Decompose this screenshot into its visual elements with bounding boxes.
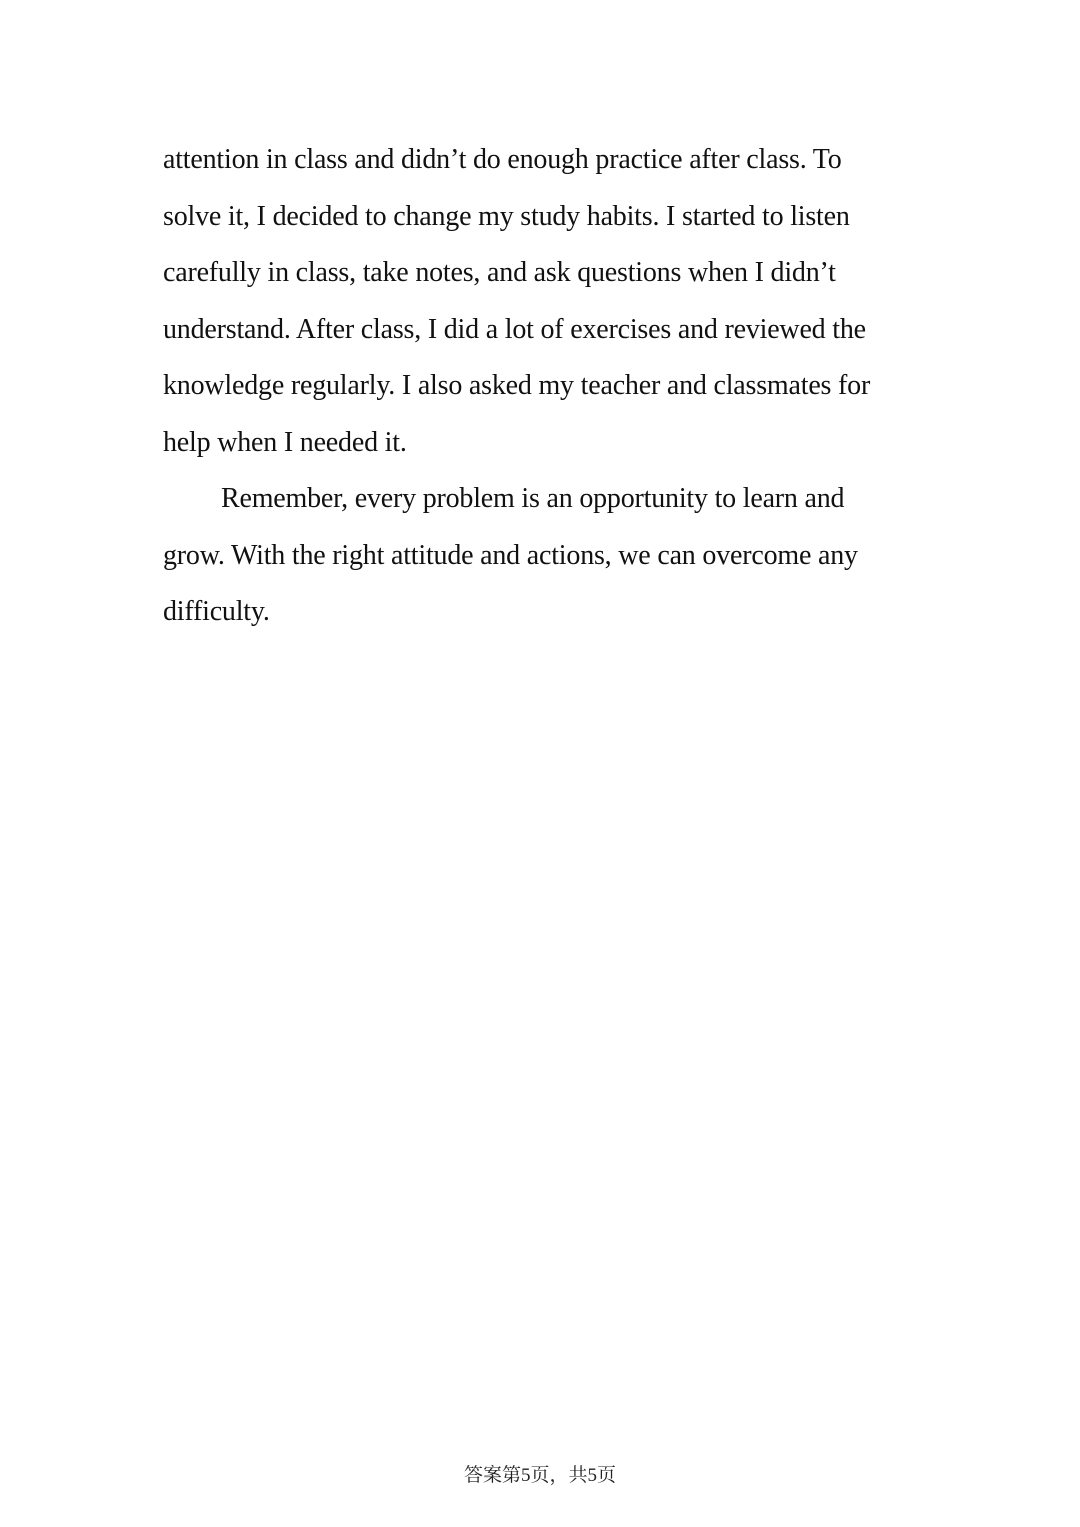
text-line: attention in class and didn’t do enough practice after class. To (163, 144, 842, 175)
text-line: understand. After class, I did a lot of exercises and reviewed the (163, 313, 866, 345)
text-line: grow. With the right attitude and actions, we can overcome any (163, 539, 858, 571)
page-footer: 答案第5页，共5页 (463, 1465, 616, 1486)
text-line: help when I needed it. (163, 426, 407, 458)
text-line: carefully in class, take notes, and ask questions when I didn’t (163, 257, 836, 288)
body-text (163, 132, 923, 641)
text-line: knowledge regularly. I also asked my teacher and classmates for (163, 370, 871, 401)
paragraph-start-line: Remember, every problem is an opportunity to learn and (221, 483, 845, 514)
text-line: solve it, I decided to change my study habits. I started to listen (163, 200, 850, 232)
text-line: difficulty. (163, 596, 270, 627)
